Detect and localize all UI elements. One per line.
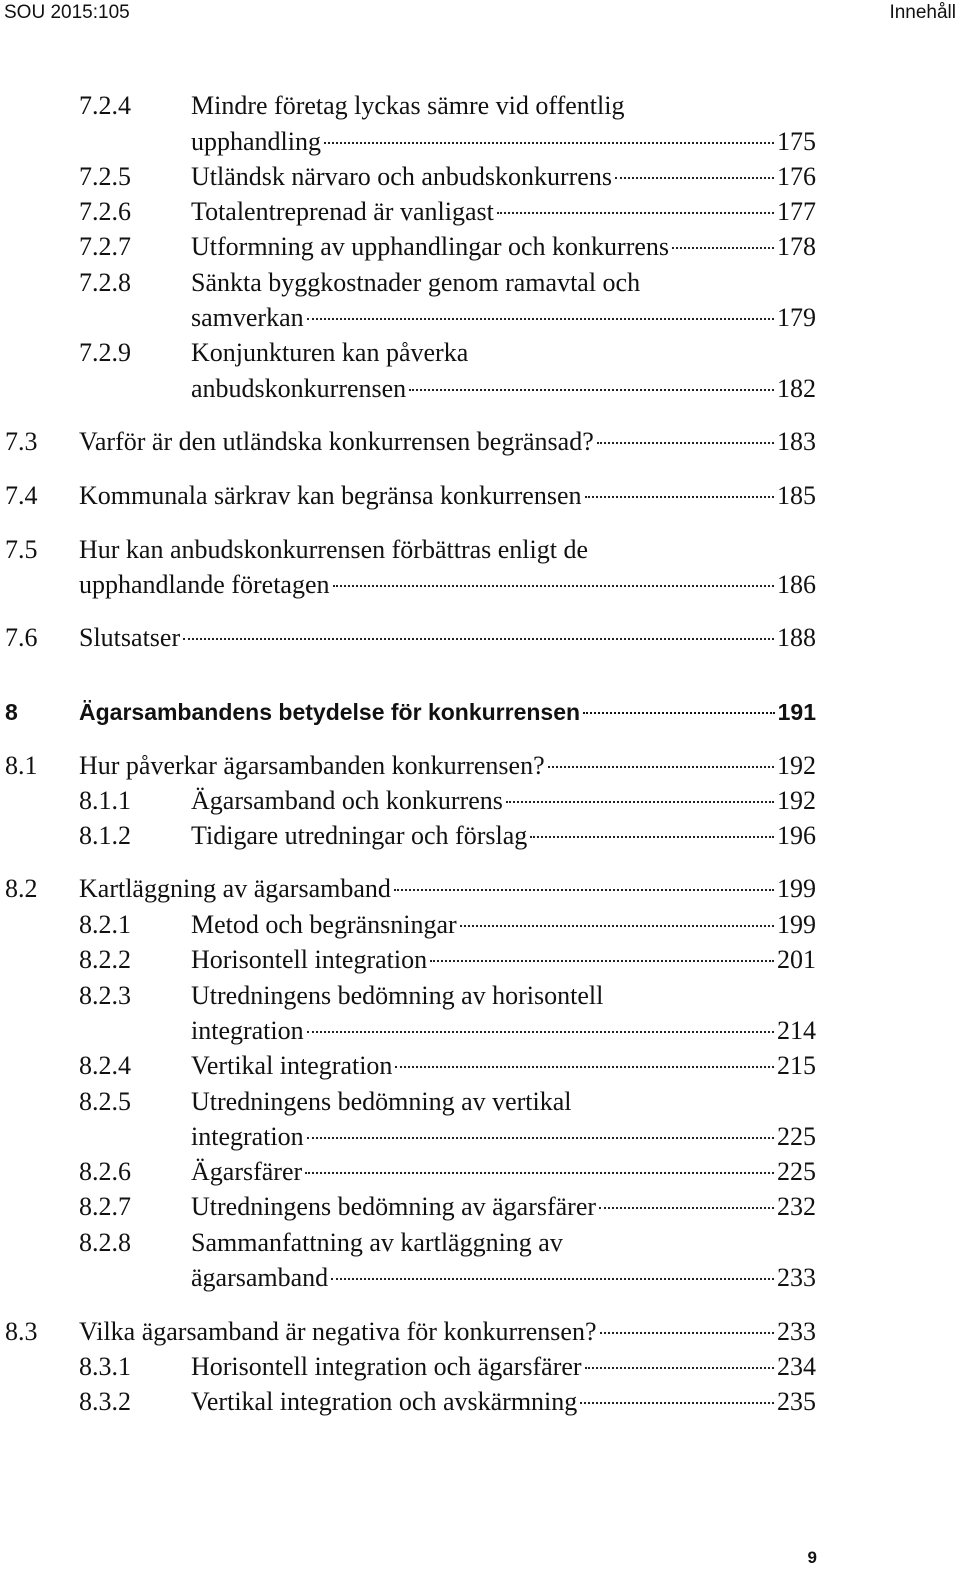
toc-entry-number: 8.3.1 (79, 1352, 131, 1381)
toc-entry-page: 186 (777, 570, 816, 599)
toc-entry-page: 188 (777, 623, 816, 652)
toc-entry-line1 (79, 90, 816, 122)
toc-entry (79, 231, 816, 263)
running-header-right: Innehåll (889, 2, 956, 23)
toc-entry-number: 8.2.6 (79, 1157, 131, 1186)
toc-entry-page: 232 (777, 1192, 816, 1221)
toc-entry-title: anbudskonkurrensen (191, 374, 407, 403)
toc-entry-title: Hur kan anbudskonkurrensen förbättras enligt de (79, 535, 589, 564)
toc-entry-number: 7.2.5 (79, 162, 131, 191)
toc-entry-line1 (5, 534, 816, 566)
toc-entry-page: 192 (777, 786, 816, 815)
dot-leader (672, 247, 774, 249)
toc-entry (79, 161, 816, 193)
toc-entry-number: 8.2.2 (79, 945, 131, 974)
toc-entry-title: upphandlande företagen (79, 570, 330, 599)
toc-entry-title: Kommunala särkrav kan begränsa konkurrensen (79, 481, 582, 510)
toc-entry-title: Mindre företag lyckas sämre vid offentlig (191, 91, 625, 120)
toc-entry-number: 7.2.6 (79, 197, 131, 226)
toc-entry (79, 1191, 816, 1223)
dot-leader (585, 1367, 774, 1369)
dot-leader (506, 801, 774, 803)
toc-chapter-entry (5, 696, 816, 728)
toc-entry (79, 1262, 816, 1294)
toc-entry-number: 8.3.2 (79, 1387, 131, 1416)
dot-leader (331, 1278, 774, 1280)
toc-entry-number: 7.2.4 (79, 91, 131, 120)
toc-entry-page: 233 (777, 1317, 816, 1346)
dot-leader (585, 496, 775, 498)
dot-leader (548, 766, 774, 768)
toc-entry-number: 8.2.7 (79, 1192, 131, 1221)
toc-entry-title: Utländsk närvaro och anbudskonkurrens (191, 162, 612, 191)
toc-entry (79, 785, 816, 817)
toc-entry-title: Slutsatser (79, 623, 181, 652)
toc-entry-page: 185 (777, 481, 816, 510)
toc-entry-title: ägarsamband (191, 1263, 329, 1292)
toc-entry-page: 225 (777, 1157, 816, 1186)
toc-entry (79, 909, 816, 941)
dot-leader (460, 925, 774, 927)
toc-entry-number: 8.2.4 (79, 1051, 131, 1080)
toc-entry-line1 (79, 1086, 816, 1118)
toc-entry-title: Utredningens bedömning av ägarsfärer (191, 1192, 597, 1221)
toc-entry-line1 (79, 1227, 816, 1259)
toc-entry (5, 750, 816, 782)
toc-chapter-page: 191 (777, 699, 816, 725)
toc-entry-page: 196 (777, 821, 816, 850)
toc-entry-page: 233 (777, 1263, 816, 1292)
toc-entry-page: 192 (777, 751, 816, 780)
toc-entry-page: 235 (777, 1387, 816, 1416)
toc-entry-title: Vertikal integration (191, 1051, 393, 1080)
dot-leader (394, 889, 774, 891)
toc-entry-number: 7.2.8 (79, 268, 131, 297)
toc-entry (79, 126, 816, 158)
toc-entry-title: Horisontell integration och ägarsfärer (191, 1352, 582, 1381)
toc-entry-number: 7.5 (5, 535, 38, 564)
dot-leader (183, 638, 774, 640)
toc-entry (79, 302, 816, 334)
toc-entry (79, 1386, 816, 1418)
toc-entry-number: 8.2.3 (79, 981, 131, 1010)
toc-entry-title: Utredningens bedömning av vertikal (191, 1087, 572, 1116)
toc-entry-title: Vertikal integration och avskärmning (191, 1387, 578, 1416)
dot-leader (307, 1031, 774, 1033)
toc-entry-number: 8.2.1 (79, 910, 131, 939)
dot-leader (583, 712, 775, 714)
toc-chapter-number: 8 (5, 699, 18, 725)
toc-entry (5, 426, 816, 458)
toc-entry-title: integration (191, 1122, 304, 1151)
dot-leader (307, 1137, 774, 1139)
toc-entry-title: Sänkta byggkostnader genom ramavtal och (191, 268, 641, 297)
toc-entry-number: 8.2 (5, 874, 38, 903)
toc-entry-page: 201 (777, 945, 816, 974)
toc-entry-title: upphandling (191, 127, 321, 156)
toc-entry-number: 7.4 (5, 481, 38, 510)
toc-entry-title: Varför är den utländska konkurrensen begränsad? (79, 427, 594, 456)
dot-leader (580, 1402, 774, 1404)
toc-entry-page: 175 (777, 127, 816, 156)
toc-entry-number: 7.3 (5, 427, 38, 456)
toc-entry-page: 176 (777, 162, 816, 191)
toc-entry-number: 8.2.5 (79, 1087, 131, 1116)
toc-entry-number: 7.2.7 (79, 232, 131, 261)
toc-entry-title: Sammanfattning av kartläggning av (191, 1228, 563, 1257)
toc-entry-title: Hur påverkar ägarsambanden konkurrensen? (79, 751, 545, 780)
toc-entry (79, 1050, 816, 1082)
toc-entry (79, 196, 816, 228)
toc-entry-title: integration (191, 1016, 304, 1045)
toc-entry-page: 183 (777, 427, 816, 456)
toc-entry-page: 199 (777, 874, 816, 903)
toc-entry-title: Konjunkturen kan påverka (191, 338, 469, 367)
toc-entry-title: samverkan (191, 303, 304, 332)
dot-leader (597, 442, 774, 444)
toc-entry-title: Utformning av upphandlingar och konkurrens (191, 232, 670, 261)
dot-leader (333, 585, 774, 587)
dot-leader (409, 389, 774, 391)
toc-entry-page: 214 (777, 1016, 816, 1045)
toc-entry-number: 7.2.9 (79, 338, 131, 367)
toc-entry-title: Ägarsamband och konkurrens (191, 786, 503, 815)
toc-entry (79, 1156, 816, 1188)
dot-leader (497, 212, 774, 214)
toc-entry-title: Horisontell integration (191, 945, 428, 974)
toc-entry-title: Metod och begränsningar (191, 910, 457, 939)
toc-entry (79, 944, 816, 976)
toc-entry-number: 8.1.1 (79, 786, 131, 815)
toc-entry-title: Kartläggning av ägarsamband (79, 874, 391, 903)
dot-leader (395, 1066, 774, 1068)
toc-entry (79, 1351, 816, 1383)
toc-entry-page: 178 (777, 232, 816, 261)
toc-entry (79, 373, 816, 405)
toc-entry-page: 199 (777, 910, 816, 939)
toc-entry-line1 (79, 980, 816, 1012)
toc-entry-line1 (79, 267, 816, 299)
toc-entry-title: Tidigare utredningar och förslag (191, 821, 528, 850)
dot-leader (305, 1172, 774, 1174)
toc-entry (79, 1015, 816, 1047)
dot-leader (600, 1332, 775, 1334)
toc-entry (5, 569, 816, 601)
toc-entry-number: 8.2.8 (79, 1228, 131, 1257)
toc-entry-number: 8.3 (5, 1317, 38, 1346)
toc-entry-page: 177 (777, 197, 816, 226)
toc-entry-title: Totalentreprenad är vanligast (191, 197, 494, 226)
dot-leader (530, 836, 774, 838)
toc-entry-number: 8.1 (5, 751, 38, 780)
dot-leader (430, 960, 774, 962)
toc-entry-title: Vilka ägarsamband är negativa för konkurrensen? (79, 1317, 597, 1346)
toc-entry-page: 182 (777, 374, 816, 403)
toc-entry-number: 8.1.2 (79, 821, 131, 850)
dot-leader (307, 318, 774, 320)
dot-leader (615, 177, 774, 179)
toc-entry-page: 234 (777, 1352, 816, 1381)
toc-entry-title: Ägarsfärer (191, 1157, 303, 1186)
dot-leader (324, 142, 774, 144)
toc-entry (5, 480, 816, 512)
dot-leader (599, 1207, 774, 1209)
running-header-left: SOU 2015:105 (4, 2, 130, 23)
toc-entry-title: Utredningens bedömning av horisontell (191, 981, 604, 1010)
toc-entry-page: 215 (777, 1051, 816, 1080)
toc-entry (79, 820, 816, 852)
toc-entry (5, 1316, 816, 1348)
toc-entry (5, 622, 816, 654)
toc-entry-line1 (79, 337, 816, 369)
toc-entry (5, 873, 816, 905)
toc-entry-page: 179 (777, 303, 816, 332)
page-number: 9 (807, 1548, 817, 1567)
toc-entry-number: 7.6 (5, 623, 38, 652)
toc-chapter-title: Ägarsambandens betydelse för konkurrensen (79, 699, 581, 725)
toc-entry-page: 225 (777, 1122, 816, 1151)
toc-entry (79, 1121, 816, 1153)
